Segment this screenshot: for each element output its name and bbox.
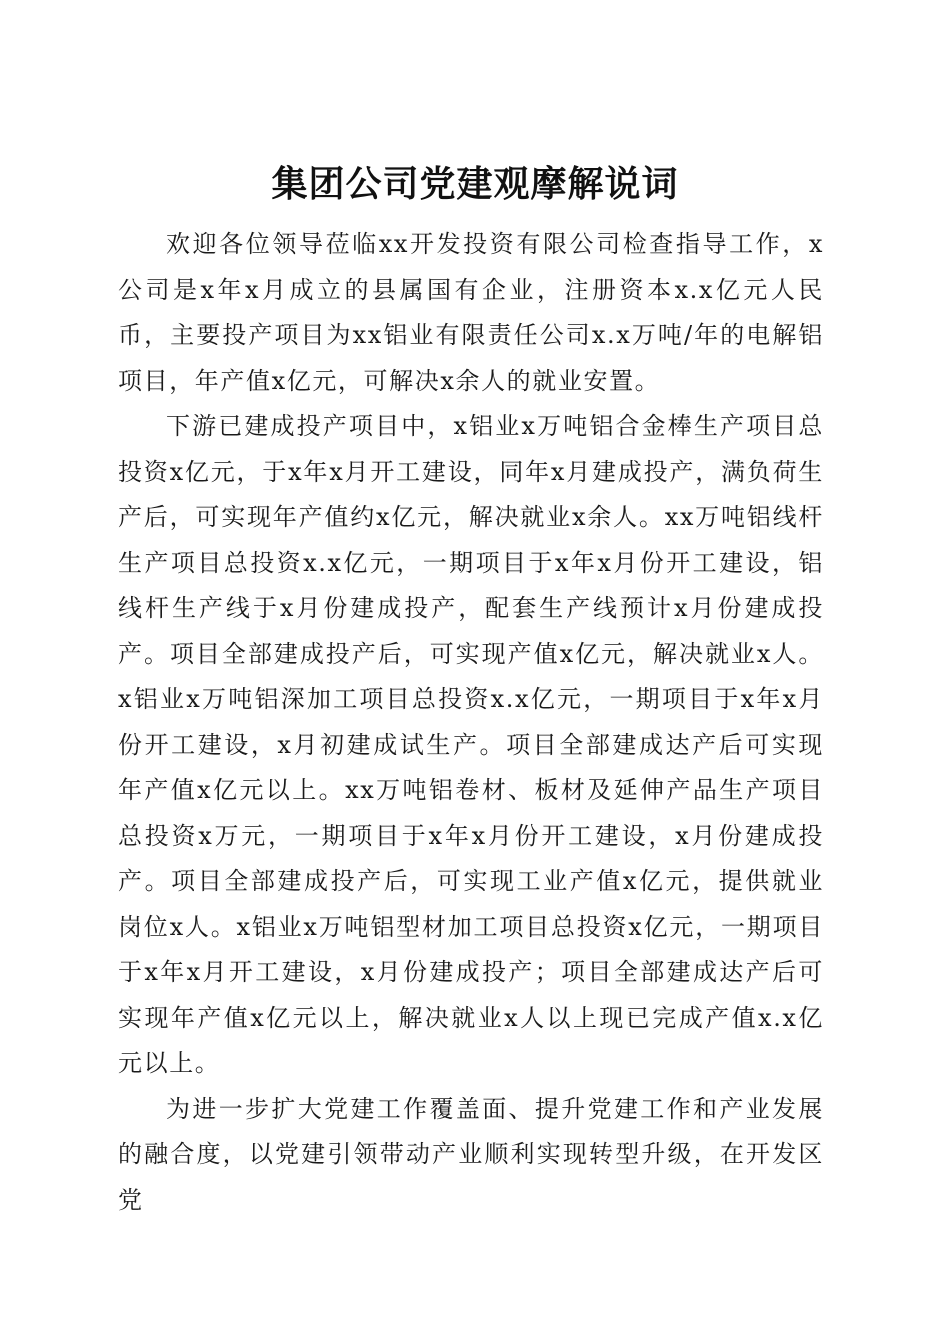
- document-body: [118, 222, 824, 1223]
- paragraph-downstream-projects: 下游已建成投产项目中，x铝业x万吨铝合金棒生产项目总投资x亿元，于x年x月开工建设，同年x月建成投产，满负荷生产后，可实现年产值约x亿元，解决就业x余人。xx万吨铝线杆生产项目总投资x.x亿元，一期项目于x年x月份开工建设，铝线杆生产线于x月份建成投产，配套生产线预计x月份建成投产。项目全部建成投产后，可实现产值x亿元，解决就业x人。x铝业x万吨铝深加工项目总投资x.x亿元，一期项目于x年x月份开工建设，x月初建成试生产。项目全部建成达产后可实现年产值x亿元以上。xx万吨铝卷材、板材及延伸产品生产项目总投资x万元，一期项目于x年x月份开工建设，x月份建成投产。项目全部建成投产后，可实现工业产值x亿元，提供就业岗位x人。x铝业x万吨铝型材加工项目总投资x亿元，一期项目于x年x月开工建设，x月份建成投产；项目全部建成达产后可实现年产值x亿元以上，解决就业x人以上现已完成产值x.x亿元以上。: [118, 412, 824, 1077]
- paragraph-intro: 欢迎各位领导莅临xx开发投资有限公司检查指导工作，x公司是x年x月成立的县属国有企业，注册资本x.x亿元人民币，主要投产项目为xx铝业有限责任公司x.x万吨/年的电解铝项目，年产值x亿元，可解决x余人的就业安置。: [118, 230, 824, 395]
- document-title: 集团公司党建观摩解说词: [271, 163, 679, 206]
- paragraph-party-building: 为进一步扩大党建工作覆盖面、提升党建工作和产业发展的融合度，以党建引领带动产业顺利实现转型升级，在开发区党: [118, 1094, 824, 1214]
